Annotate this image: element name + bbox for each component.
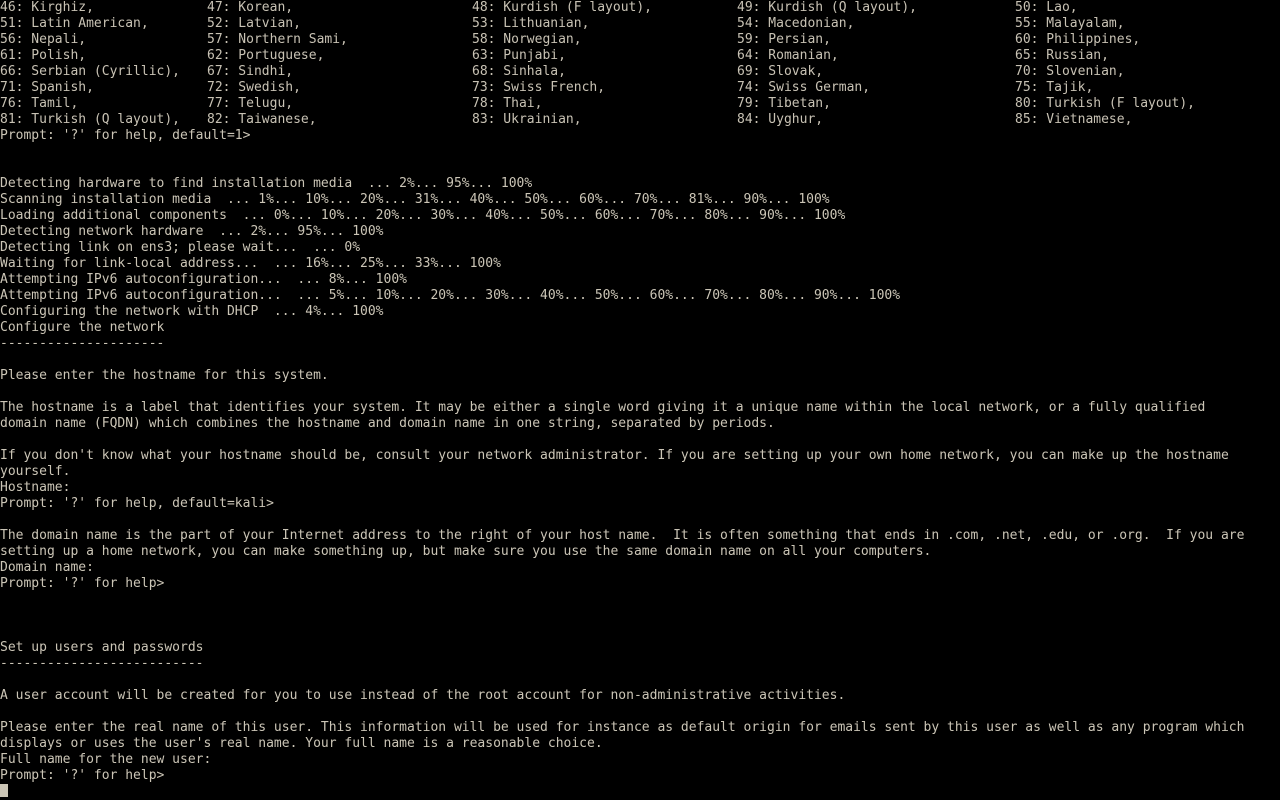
keyboard-option[interactable]: 78: Thai, [472,96,543,111]
keyboard-option[interactable]: 84: Uyghur, [737,112,824,127]
fullname-help-1: Please enter the real name of this user. This information will be used for instance as default origin for emails sent by this user as well as any program which [0,720,1245,735]
log-line-ipv6-auto-1: Attempting IPv6 autoconfiguration... ... 8%... 100% [0,272,407,287]
text-cursor [0,784,8,797]
log-line-ipv6-auto-2: Attempting IPv6 autoconfiguration... ... 5%... 10%... 20%... 30%... 40%... 50%... 60%... 70%... 80%... 90%... 100% [0,288,901,303]
keyboard-option[interactable]: 65: Russian, [1015,48,1109,63]
keyboard-option[interactable]: 61: Polish, [0,48,87,63]
fullname-help-2: displays or uses the user's real name. Your full name is a reasonable choice. [0,736,603,751]
hostname-help-1a: The hostname is a label that identifies your system. It may be either a single word giving it a unique name within the local network, or a fully qualified [0,400,1206,415]
domain-label: Domain name: [0,560,94,575]
keyboard-option[interactable]: 75: Tajik, [1015,80,1094,95]
section-heading-network: Configure the network [0,320,165,335]
keyboard-option[interactable]: 80: Turkish (F layout), [1015,96,1196,111]
keyboard-option[interactable]: 77: Telugu, [207,96,294,111]
fullname-prompt[interactable]: Prompt: '?' for help> [0,768,165,783]
table-row [0,64,1280,80]
section-rule-network: --------------------- [0,336,165,351]
keyboard-option[interactable]: 54: Macedonian, [737,16,855,31]
keyboard-option[interactable]: 68: Sinhala, [472,64,566,79]
hostname-help-1b: domain name (FQDN) which combines the hostname and domain name in one string, separated by periods. [0,416,775,431]
keyboard-option[interactable]: 85: Vietnamese, [1015,112,1133,127]
section-rule-users: -------------------------- [0,656,204,671]
table-row [0,32,1280,48]
keyboard-option[interactable]: 69: Slovak, [737,64,824,79]
keyboard-option[interactable]: 48: Kurdish (F layout), [472,0,653,15]
keyboard-option[interactable]: 71: Spanish, [0,80,94,95]
domain-help-2: setting up a home network, you can make something up, but make sure you use the same domain name on all your computers. [0,544,932,559]
keyboard-option[interactable]: 67: Sindhi, [207,64,294,79]
log-line-load-components: Loading additional components ... 0%... 10%... 20%... 30%... 40%... 50%... 60%... 70%... 80%... 90%... 100% [0,208,846,223]
keyboard-option[interactable]: 60: Philippines, [1015,32,1141,47]
keyboard-option[interactable]: 55: Malayalam, [1015,16,1125,31]
table-row [0,96,1280,112]
log-line-scan-media: Scanning installation media ... 1%... 10%... 20%... 31%... 40%... 50%... 60%... 70%... 81%... 90%... 100% [0,192,830,207]
setup-users-section [0,640,1244,800]
keyboard-option[interactable]: 82: Taiwanese, [207,112,317,127]
keyboard-option[interactable]: 51: Latin American, [0,16,149,31]
fullname-label: Full name for the new user: [0,752,212,767]
keyboard-prompt[interactable]: Prompt: '?' for help, default=1> [0,128,251,143]
keyboard-option[interactable]: 74: Swiss German, [737,80,871,95]
hostname-label: Hostname: [0,480,71,495]
keyboard-option[interactable]: 59: Persian, [737,32,831,47]
domain-help-1: The domain name is the part of your Internet address to the right of your host name. It is often something that ends in .com, .net, .edu, or .org. If you are [0,528,1245,543]
hostname-help-2a: If you don't know what your hostname should be, consult your network administrator. If you are setting up your own home network, you can make up the hostname [0,448,1229,463]
table-row [0,16,1280,32]
table-row [0,48,1280,64]
log-line-detect-hardware: Detecting hardware to find installation media ... 2%... 95%... 100% [0,176,533,191]
keyboard-option[interactable]: 63: Punjabi, [472,48,566,63]
hostname-intro: Please enter the hostname for this system. [0,368,329,383]
keyboard-option[interactable]: 49: Kurdish (Q layout), [737,0,918,15]
keyboard-option[interactable]: 47: Korean, [207,0,294,15]
keyboard-option[interactable]: 79: Tibetan, [737,96,831,111]
keyboard-option[interactable]: 46: Kirghiz, [0,0,94,15]
keyboard-option[interactable]: 52: Latvian, [207,16,301,31]
keyboard-option[interactable]: 72: Swedish, [207,80,301,95]
table-row [0,80,1280,96]
keyboard-option[interactable]: 64: Romanian, [737,48,839,63]
log-line-link-local: Waiting for link-local address... ... 16%... 25%... 33%... 100% [0,256,501,271]
log-line-detect-network-hardware: Detecting network hardware ... 2%... 95%... 100% [0,224,384,239]
log-line-dhcp: Configuring the network with DHCP ... 4%... 100% [0,304,384,319]
table-row [0,112,1280,128]
log-line-detect-link: Detecting link on ens3; please wait... ... 0% [0,240,361,255]
keyboard-option[interactable]: 53: Lithuanian, [472,16,590,31]
keyboard-option[interactable]: 56: Nepali, [0,32,87,47]
domain-prompt[interactable]: Prompt: '?' for help> [0,576,165,591]
input-caret-row[interactable] [0,784,1244,800]
keyboard-option[interactable]: 81: Turkish (Q layout), [0,112,181,127]
keyboard-option[interactable]: 57: Northern Sami, [207,32,348,47]
keyboard-option[interactable]: 50: Lao, [1015,0,1078,15]
keyboard-option[interactable]: 66: Serbian (Cyrillic), [0,64,181,79]
progress-log [0,176,900,320]
section-heading-users: Set up users and passwords [0,640,204,655]
hostname-prompt[interactable]: Prompt: '?' for help, default=kali> [0,496,274,511]
keyboard-option[interactable]: 73: Swiss French, [472,80,606,95]
keyboard-option[interactable]: 58: Norwegian, [472,32,582,47]
users-intro: A user account will be created for you to use instead of the root account for non-administrative activities. [0,688,846,703]
table-row [0,0,1280,16]
hostname-help-2b: yourself. [0,464,71,479]
keyboard-layout-table [0,0,1280,144]
keyboard-option[interactable]: 70: Slovenian, [1015,64,1125,79]
keyboard-option[interactable]: 76: Tamil, [0,96,79,111]
keyboard-option[interactable]: 62: Portuguese, [207,48,325,63]
keyboard-option[interactable]: 83: Ukrainian, [472,112,582,127]
configure-network-section [0,320,1244,592]
